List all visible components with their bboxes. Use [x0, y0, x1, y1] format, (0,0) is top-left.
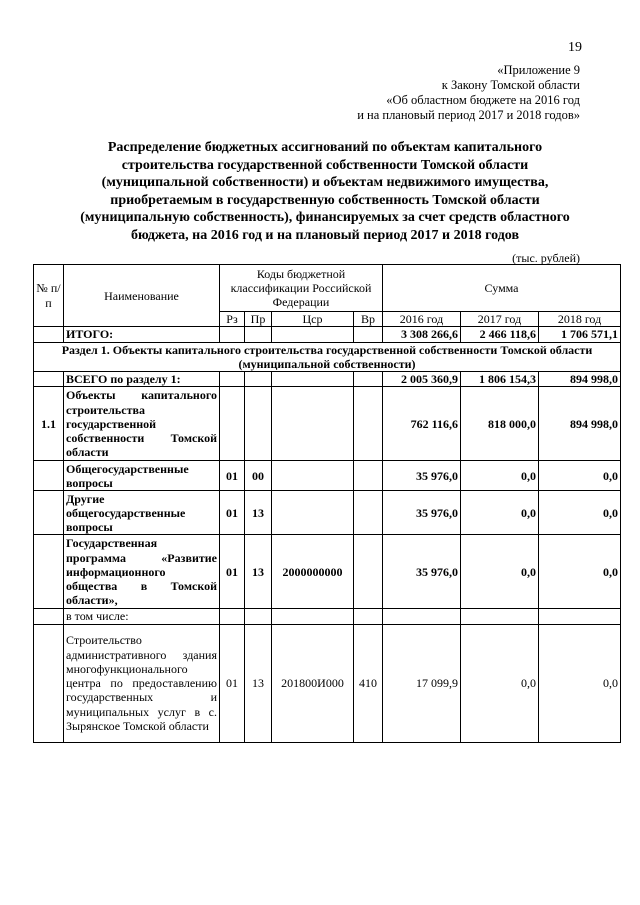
row-csr: 201800И000 [272, 624, 354, 742]
row-pr: 00 [245, 461, 272, 491]
table-row-state-program [34, 535, 621, 609]
row-value-2018: 0,0 [539, 491, 621, 535]
table-row-total [34, 327, 621, 342]
table-header-row [34, 265, 621, 312]
header-rz: Рз [220, 312, 245, 327]
appendix-line-1: «Приложение 9 [497, 63, 580, 77]
title-line-5: (муниципальную собственность), финансируемых за счет средств областного [80, 210, 570, 225]
appendix-line-2: к Закону Томской области [441, 78, 580, 92]
row-value-2016: 35 976,0 [383, 461, 461, 491]
row-rz: 01 [220, 535, 245, 609]
table-row-construction [34, 624, 621, 742]
units-label: (тыс. рублей) [512, 251, 580, 265]
title-line-1: Распределение бюджетных ассигнований по объектам капитального [107, 140, 543, 155]
appendix-line-4: и на плановый период 2017 и 2018 годов» [357, 108, 580, 122]
title-line-6: бюджета, на 2016 год и на плановый период 2017 и 2018 годов [130, 227, 520, 243]
in-that-label: в том числе: [64, 609, 220, 624]
row-name: Другие общегосударственные вопросы [64, 491, 220, 535]
title-line-2: строительства государственной собственности Томской области [121, 157, 529, 173]
header-pr: Пр [245, 312, 272, 327]
row-name: Общегосударственные вопросы [64, 461, 220, 491]
page-number: 19 [568, 40, 582, 55]
row-name: Строительство административного здания многофункционального центра по предоставлению государственных и муниципальных услуг в с. Зырянское Томской области [64, 624, 220, 742]
header-codes: Коды бюджетной классификации Российской Федерации [220, 265, 383, 312]
row-value-2017: 818 000,0 [461, 387, 539, 461]
section-total-2018: 894 998,0 [539, 372, 621, 387]
section-1-title: Раздел 1. Объекты капитального строительства государственной собственности Томской области (муниципальной собственности) [34, 342, 621, 372]
row-value-2017: 0,0 [461, 491, 539, 535]
row-rz: 01 [220, 624, 245, 742]
header-year-2016: 2016 год [383, 312, 461, 327]
appendix-line-3: «Об областном бюджете на 2016 год [386, 93, 580, 107]
row-value-2018: 0,0 [539, 461, 621, 491]
total-2017: 2 466 118,6 [461, 327, 539, 342]
header-year-2017: 2017 год [461, 312, 539, 327]
row-value-2017: 0,0 [461, 461, 539, 491]
title-line-4: приобретаемым в государственную собственность Томской области [110, 192, 540, 208]
row-pr: 13 [245, 491, 272, 535]
header-number: № п/п [34, 265, 64, 327]
table-row-1-1 [34, 387, 621, 461]
row-value-2018: 0,0 [539, 624, 621, 742]
header-sum: Сумма [383, 265, 621, 312]
row-value-2016: 762 116,6 [383, 387, 461, 461]
row-value-2018: 894 998,0 [539, 387, 621, 461]
row-vr: 410 [354, 624, 383, 742]
row-value-2016: 17 099,9 [383, 624, 461, 742]
table-row-other-questions [34, 491, 621, 535]
table-row-section-total [34, 372, 621, 387]
title-line-3: (муниципальной собственности) и объектам недвижимого имущества, [101, 175, 549, 190]
row-rz: 01 [220, 491, 245, 535]
row-number: 1.1 [34, 387, 64, 461]
table-row-general-questions [34, 461, 621, 491]
row-value-2017: 0,0 [461, 535, 539, 609]
row-value-2017: 0,0 [461, 624, 539, 742]
row-name: Объекты капитального строительства государственной собственности Томской области [64, 387, 220, 461]
header-csr: Цср [272, 312, 354, 327]
row-value-2016: 35 976,0 [383, 535, 461, 609]
row-pr: 13 [245, 535, 272, 609]
section-total-2017: 1 806 154,3 [461, 372, 539, 387]
budget-allocation-table [33, 264, 621, 743]
row-value-2016: 35 976,0 [383, 491, 461, 535]
appendix-reference [357, 63, 580, 123]
total-2018: 1 706 571,1 [539, 327, 621, 342]
section-total-2016: 2 005 360,9 [383, 372, 461, 387]
row-value-2018: 0,0 [539, 535, 621, 609]
header-vr: Вр [354, 312, 383, 327]
row-pr: 13 [245, 624, 272, 742]
section-1-header-row [34, 342, 621, 372]
row-csr: 2000000000 [272, 535, 354, 609]
row-name: Государственная программа «Развитие информационного общества в Томской области», [64, 535, 220, 609]
header-name: Наименование [64, 265, 220, 327]
total-label: ИТОГО: [64, 327, 220, 342]
table-row-in-that [34, 609, 621, 624]
document-title [70, 139, 580, 244]
row-rz: 01 [220, 461, 245, 491]
section-total-label: ВСЕГО по разделу 1: [64, 372, 220, 387]
header-year-2018: 2018 год [539, 312, 621, 327]
total-2016: 3 308 266,6 [383, 327, 461, 342]
